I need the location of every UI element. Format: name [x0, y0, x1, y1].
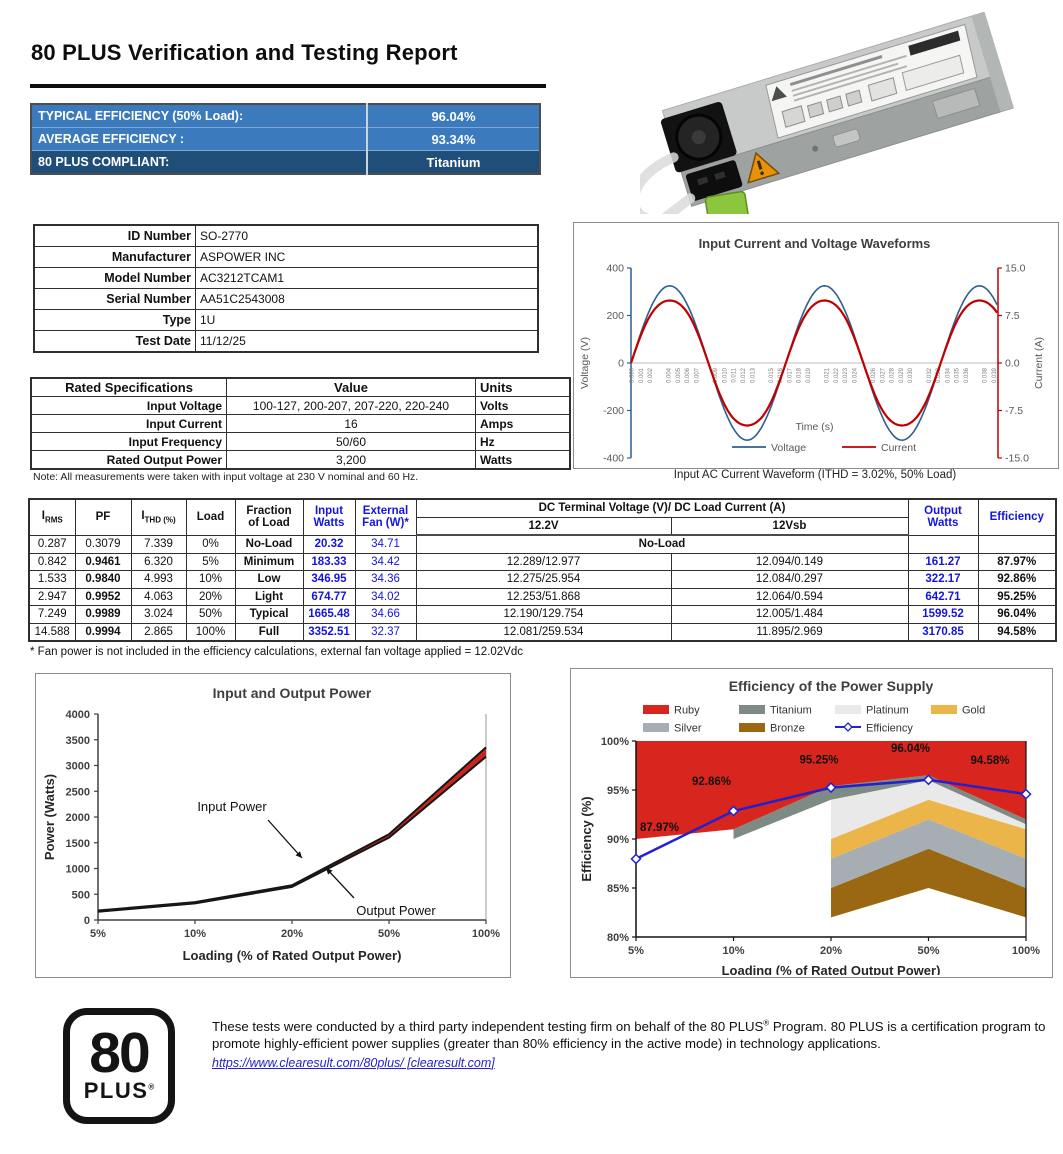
- dc-12vsb: 12.084/0.297: [671, 571, 908, 589]
- summary-value: 93.34%: [367, 128, 540, 151]
- svg-text:Efficiency: Efficiency: [866, 722, 913, 735]
- col-output-watts: Output Watts: [908, 499, 978, 535]
- ithd: 3.024: [131, 606, 186, 624]
- title-underline: [30, 84, 546, 88]
- dc-12v2: 12.275/25.954: [416, 571, 671, 589]
- spec-value: 100-127, 200-207, 207-220, 220-240: [227, 397, 476, 415]
- svg-text:Input Current and Voltage Wave: Input Current and Voltage Waveforms: [698, 236, 931, 251]
- table-row: [31, 433, 570, 451]
- irms: 7.249: [29, 606, 75, 624]
- svg-text:1000: 1000: [65, 863, 90, 876]
- table-row: [29, 571, 1056, 589]
- svg-text:90%: 90%: [606, 834, 629, 846]
- svg-text:-200: -200: [602, 405, 624, 417]
- svg-text:0.032: 0.032: [926, 368, 933, 384]
- svg-text:Output Power: Output Power: [356, 903, 436, 918]
- spec-units: Watts: [476, 451, 571, 470]
- svg-text:0.024: 0.024: [852, 368, 859, 384]
- svg-text:20%: 20%: [819, 945, 843, 957]
- efficiency: 94.58%: [978, 623, 1056, 641]
- load: 0%: [186, 535, 235, 553]
- id-label: Test Date: [34, 331, 196, 353]
- fan-watts: 34.66: [355, 606, 416, 624]
- table-row: [31, 415, 570, 433]
- svg-text:Voltage (V): Voltage (V): [579, 337, 591, 389]
- id-value: ASPOWER INC: [196, 247, 539, 268]
- col-pf: PF: [75, 499, 131, 535]
- irms: 0.842: [29, 553, 75, 571]
- fan-watts: 34.42: [355, 553, 416, 571]
- summary-table: [30, 103, 541, 175]
- table-row: [31, 397, 570, 415]
- svg-text:0.004: 0.004: [666, 368, 673, 384]
- output-watts: 322.17: [908, 571, 978, 589]
- dc-12vsb: 11.895/2.969: [671, 623, 908, 641]
- dc-noload: No-Load: [416, 535, 908, 553]
- fraction: Typical: [235, 606, 303, 624]
- table-row: [34, 310, 538, 331]
- svg-text:2500: 2500: [65, 786, 90, 799]
- svg-text:Ruby: Ruby: [674, 704, 700, 717]
- spec-value: 3,200: [227, 451, 476, 470]
- summary-label: TYPICAL EFFICIENCY (50% Load):: [31, 104, 367, 128]
- svg-text:0.034: 0.034: [945, 368, 952, 384]
- col-fraction: Fraction of Load: [235, 499, 303, 535]
- svg-text:0.001: 0.001: [638, 368, 645, 384]
- spec-note: Note: All measurements were taken with input voltage at 230 V nominal and 60 Hz.: [33, 471, 419, 483]
- svg-text:Input Power: Input Power: [197, 799, 267, 814]
- footer-paragraph: These tests were conducted by a third party independent testing firm on behalf of the 80 PLUS® Program. 80 PLUS is a certification program to promote highly-efficient power supplies (greater than 80% efficiency in the active mode) in technology applications. https://www.clearesult.com/80plus/ [clearesult.com]: [212, 1018, 1046, 1070]
- svg-text:5%: 5%: [628, 945, 644, 957]
- svg-text:4000: 4000: [65, 709, 90, 721]
- id-label: Model Number: [34, 268, 196, 289]
- fan-watts: 34.71: [355, 535, 416, 553]
- power-chart: [35, 673, 511, 978]
- power-chart-svg: [36, 674, 508, 975]
- svg-text:0.007: 0.007: [694, 368, 701, 384]
- fraction: Minimum: [235, 553, 303, 571]
- svg-text:0.027: 0.027: [880, 368, 887, 384]
- psu-photo-drawing: [640, 8, 1052, 214]
- load: 100%: [186, 623, 235, 641]
- spec-name: Input Current: [31, 415, 227, 433]
- svg-text:0.017: 0.017: [787, 368, 794, 384]
- svg-text:0.000: 0.000: [629, 368, 636, 384]
- efficiency-chart-svg: [571, 669, 1050, 975]
- load: 20%: [186, 588, 235, 606]
- clearesult-link[interactable]: https://www.clearesult.com/80plus/ [clearesult.com]: [212, 1055, 495, 1070]
- svg-text:95.25%: 95.25%: [799, 754, 839, 767]
- irms: 1.533: [29, 571, 75, 589]
- svg-text:Current (A): Current (A): [1033, 337, 1045, 389]
- svg-text:0.022: 0.022: [833, 368, 840, 384]
- spec-header: Units: [476, 378, 571, 397]
- svg-text:Time (s): Time (s): [795, 421, 834, 433]
- svg-text:Gold: Gold: [962, 704, 986, 717]
- page-title: 80 PLUS Verification and Testing Report: [31, 40, 458, 65]
- fan-footnote: * Fan power is not included in the efficiency calculations, external fan voltage applied = 12.02Vdc: [30, 646, 524, 658]
- table-row: [34, 247, 538, 268]
- svg-text:80%: 80%: [606, 932, 629, 944]
- fan-watts: 34.02: [355, 588, 416, 606]
- col-ithd: $I_{THD (\%)}$: [131, 499, 186, 535]
- rated-specs-table: [30, 377, 571, 470]
- svg-text:2000: 2000: [65, 812, 90, 824]
- svg-text:0: 0: [83, 915, 90, 927]
- svg-text:0.026: 0.026: [871, 368, 878, 384]
- table-row: [34, 268, 538, 289]
- logo-plus-text: PLUS®: [83, 1078, 155, 1104]
- col-irms: $I_{RMS}$: [29, 499, 75, 535]
- table-row: [31, 104, 540, 128]
- output-watts: 3170.85: [908, 623, 978, 641]
- svg-text:0.023: 0.023: [843, 368, 850, 384]
- svg-text:0.013: 0.013: [750, 368, 757, 384]
- fraction: No-Load: [235, 535, 303, 553]
- input-watts: 1665.48: [303, 606, 355, 624]
- fraction: Light: [235, 588, 303, 606]
- id-value: 1U: [196, 310, 539, 331]
- svg-text:Platinum: Platinum: [866, 704, 909, 717]
- id-label: Serial Number: [34, 289, 196, 310]
- svg-text:100%: 100%: [1011, 945, 1041, 957]
- dc-12vsb: 12.064/0.594: [671, 588, 908, 606]
- svg-text:0.033: 0.033: [936, 368, 943, 384]
- svg-text:3000: 3000: [65, 760, 90, 773]
- svg-text:0.006: 0.006: [685, 368, 692, 384]
- svg-text:87.97%: 87.97%: [640, 821, 680, 834]
- col-input-watts: Input Watts: [303, 499, 355, 535]
- psu-product-photo: [640, 8, 1052, 214]
- spec-value: 16: [227, 415, 476, 433]
- svg-text:50%: 50%: [917, 945, 940, 957]
- pf: 0.3079: [75, 535, 131, 553]
- svg-text:0.039: 0.039: [991, 368, 998, 384]
- irms: 0.287: [29, 535, 75, 553]
- spec-units: Volts: [476, 397, 571, 415]
- svg-text:Efficiency (%): Efficiency (%): [579, 796, 594, 882]
- svg-text:100%: 100%: [471, 928, 501, 940]
- dc-12v2: 12.253/51.868: [416, 588, 671, 606]
- svg-text:0.002: 0.002: [648, 368, 655, 384]
- input-watts: 20.32: [303, 535, 355, 553]
- pf: 0.9989: [75, 606, 131, 624]
- 80plus-logo: [63, 1008, 175, 1124]
- svg-text:0.029: 0.029: [898, 368, 905, 384]
- summary-value: Titanium: [367, 151, 540, 175]
- spec-units: Amps: [476, 415, 571, 433]
- col-external-fan: External Fan (W)*: [355, 499, 416, 535]
- svg-text:0.036: 0.036: [963, 368, 970, 384]
- table-header-row: [29, 499, 1056, 517]
- svg-text:0: 0: [618, 357, 624, 370]
- svg-text:Efficiency of the Power Supply: Efficiency of the Power Supply: [728, 678, 934, 694]
- svg-text:0.015: 0.015: [768, 368, 775, 384]
- svg-text:95%: 95%: [606, 785, 629, 797]
- svg-text:20%: 20%: [280, 928, 304, 940]
- pf: 0.9461: [75, 553, 131, 571]
- spec-header: Value: [227, 378, 476, 397]
- spec-name: Input Frequency: [31, 433, 227, 451]
- svg-text:10%: 10%: [722, 945, 745, 957]
- svg-text:400: 400: [606, 262, 624, 275]
- fan-watts: 32.37: [355, 623, 416, 641]
- dc-12vsb: 12.005/1.484: [671, 606, 908, 624]
- svg-text:-15.0: -15.0: [1005, 452, 1029, 465]
- svg-text:Loading (% of Rated Output Pow: Loading (% of Rated Output Power): [182, 948, 402, 963]
- dc-12v2: 12.190/129.754: [416, 606, 671, 624]
- waveform-chart: [573, 222, 1059, 469]
- summary-label: 80 PLUS COMPLIANT:: [31, 151, 367, 175]
- table-row: [29, 535, 1056, 553]
- input-watts: 346.95: [303, 571, 355, 589]
- irms: 2.947: [29, 588, 75, 606]
- svg-text:0.038: 0.038: [982, 368, 989, 384]
- efficiency: 87.97%: [978, 553, 1056, 571]
- efficiency: [978, 535, 1056, 553]
- efficiency-chart: [570, 668, 1053, 978]
- svg-text:94.58%: 94.58%: [970, 755, 1010, 768]
- dc-12v2: 12.289/12.977: [416, 553, 671, 571]
- svg-text:0.012: 0.012: [740, 368, 747, 384]
- input-watts: 3352.51: [303, 623, 355, 641]
- svg-text:500: 500: [71, 889, 90, 902]
- svg-text:-7.5: -7.5: [1005, 405, 1024, 417]
- svg-text:Bronze: Bronze: [770, 722, 805, 735]
- svg-text:15.0: 15.0: [1005, 262, 1026, 275]
- svg-text:100%: 100%: [600, 736, 629, 748]
- fraction: Full: [235, 623, 303, 641]
- svg-text:0.028: 0.028: [889, 368, 896, 384]
- waveform-caption: Input AC Current Waveform (ITHD = 3.02%, 50% Load): [673, 469, 957, 481]
- svg-text:92.86%: 92.86%: [691, 775, 732, 788]
- id-label: Type: [34, 310, 196, 331]
- svg-text:0.018: 0.018: [796, 368, 803, 384]
- spec-units: Hz: [476, 433, 571, 451]
- svg-text:85%: 85%: [606, 883, 629, 895]
- load: 10%: [186, 571, 235, 589]
- svg-text:Loading (% of Rated Output Pow: Loading (% of Rated Output Power): [721, 963, 941, 975]
- efficiency: 92.86%: [978, 571, 1056, 589]
- summary-value: 96.04%: [367, 104, 540, 128]
- logo-80-text: 80: [89, 1020, 149, 1085]
- col-efficiency: Efficiency: [978, 499, 1056, 535]
- svg-text:0.019: 0.019: [806, 368, 813, 384]
- svg-text:0.010: 0.010: [722, 368, 729, 384]
- svg-text:Silver: Silver: [674, 722, 702, 735]
- svg-text:96.04%: 96.04%: [890, 742, 931, 755]
- svg-text:Voltage: Voltage: [771, 442, 807, 454]
- dc-12vsb: 12.094/0.149: [671, 553, 908, 571]
- measurements-table: [28, 498, 1057, 642]
- col-12vsb: 12Vsb: [671, 517, 908, 535]
- id-label: ID Number: [34, 225, 196, 247]
- ithd: 6.320: [131, 553, 186, 571]
- svg-text:0.030: 0.030: [908, 368, 915, 384]
- summary-label: AVERAGE EFFICIENCY :: [31, 128, 367, 151]
- table-row: [34, 225, 538, 247]
- svg-text:10%: 10%: [183, 928, 207, 940]
- id-value: SO-2770: [196, 225, 539, 247]
- table-row: [29, 606, 1056, 624]
- table-row: [31, 128, 540, 151]
- output-watts: 642.71: [908, 588, 978, 606]
- fraction: Low: [235, 571, 303, 589]
- load: 50%: [186, 606, 235, 624]
- spec-name: Input Voltage: [31, 397, 227, 415]
- ithd: 4.063: [131, 588, 186, 606]
- id-value: 11/12/25: [196, 331, 539, 353]
- svg-text:7.5: 7.5: [1005, 310, 1020, 322]
- svg-text:1500: 1500: [65, 837, 90, 850]
- svg-text:-400: -400: [602, 452, 624, 465]
- svg-text:Input and Output Power: Input and Output Power: [212, 685, 372, 701]
- svg-text:0.011: 0.011: [731, 368, 738, 383]
- pf: 0.9994: [75, 623, 131, 641]
- irms: 14.588: [29, 623, 75, 641]
- svg-text:Titanium: Titanium: [770, 704, 812, 717]
- col-load: Load: [186, 499, 235, 535]
- svg-text:0.021: 0.021: [824, 368, 831, 384]
- id-label: Manufacturer: [34, 247, 196, 268]
- spec-name: Rated Output Power: [31, 451, 227, 470]
- load: 5%: [186, 553, 235, 571]
- svg-text:0.005: 0.005: [675, 368, 682, 384]
- id-value: AA51C2543008: [196, 289, 539, 310]
- table-row: [29, 588, 1056, 606]
- col-dc-terminal: DC Terminal Voltage (V)/ DC Load Current (A): [416, 499, 908, 517]
- svg-text:0.009: 0.009: [713, 368, 720, 384]
- svg-text:3500: 3500: [65, 734, 90, 747]
- table-row: [31, 451, 570, 470]
- pf: 0.9952: [75, 588, 131, 606]
- id-value: AC3212TCAM1: [196, 268, 539, 289]
- pf: 0.9840: [75, 571, 131, 589]
- svg-text:Power (Watts): Power (Watts): [42, 773, 57, 861]
- ithd: 2.865: [131, 623, 186, 641]
- dc-12v2: 12.081/259.534: [416, 623, 671, 641]
- svg-text:0.0: 0.0: [1005, 357, 1020, 370]
- ithd: 4.993: [131, 571, 186, 589]
- waveform-chart-svg: [574, 223, 1056, 466]
- input-watts: 674.77: [303, 588, 355, 606]
- identity-table: [33, 224, 539, 353]
- svg-text:0.035: 0.035: [954, 368, 961, 384]
- ithd: 7.339: [131, 535, 186, 553]
- spec-value: 50/60: [227, 433, 476, 451]
- svg-text:5%: 5%: [90, 928, 106, 940]
- table-row: [29, 623, 1056, 641]
- table-row: [34, 331, 538, 353]
- efficiency: 95.25%: [978, 588, 1056, 606]
- efficiency: 96.04%: [978, 606, 1056, 624]
- col-12v2: 12.2V: [416, 517, 671, 535]
- spec-header: Rated Specifications: [31, 378, 227, 397]
- svg-text:200: 200: [606, 310, 624, 322]
- table-row: [31, 151, 540, 175]
- table-row: [29, 553, 1056, 571]
- input-watts: 183.33: [303, 553, 355, 571]
- fan-watts: 34.36: [355, 571, 416, 589]
- output-watts: 161.27: [908, 553, 978, 571]
- svg-text:Current: Current: [881, 442, 917, 454]
- svg-text:50%: 50%: [377, 928, 401, 940]
- output-watts: 1599.52: [908, 606, 978, 624]
- table-row: [31, 378, 570, 397]
- output-watts: [908, 535, 978, 553]
- svg-text:0.016: 0.016: [778, 368, 785, 384]
- table-row: [34, 289, 538, 310]
